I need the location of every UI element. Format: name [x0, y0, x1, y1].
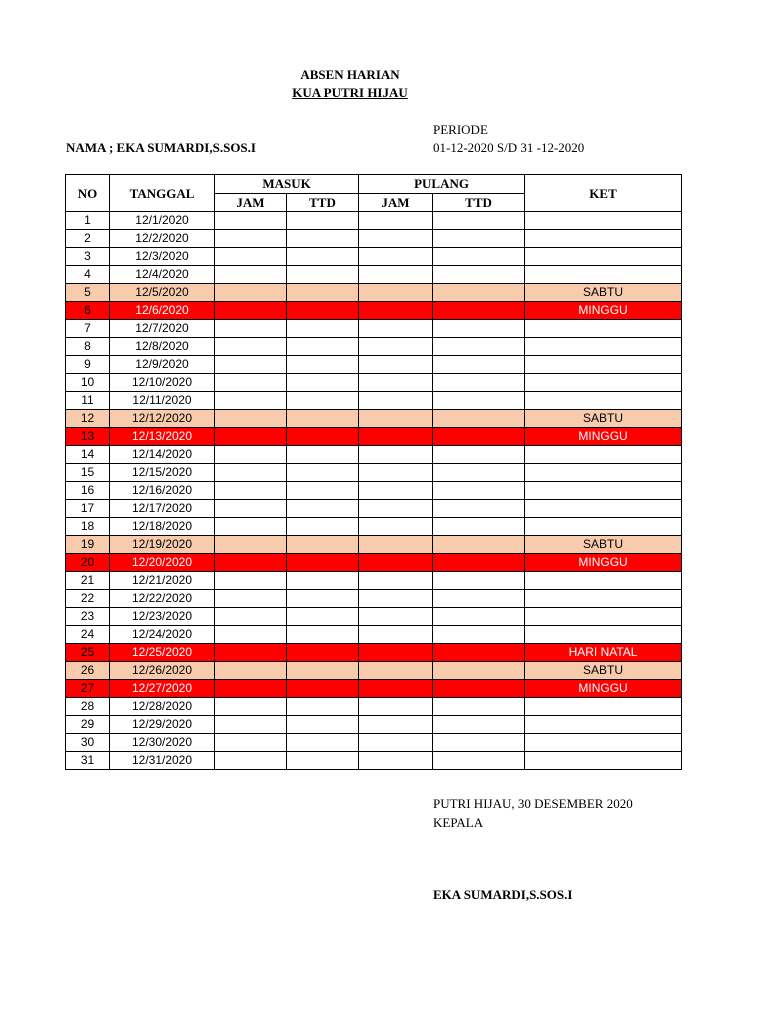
row-tanggal: 12/3/2020	[110, 248, 215, 266]
row-no: 17	[66, 500, 110, 518]
pulang-ttd-cell	[433, 518, 525, 536]
row-no: 6	[66, 302, 110, 320]
table-row	[66, 230, 682, 248]
masuk-jam-cell	[215, 338, 287, 356]
row-tanggal: 12/18/2020	[110, 518, 215, 536]
masuk-ttd-cell	[287, 230, 359, 248]
pulang-jam-cell	[359, 410, 433, 428]
pulang-ttd-cell	[433, 716, 525, 734]
masuk-jam-cell	[215, 410, 287, 428]
masuk-ttd-cell	[287, 212, 359, 230]
row-no: 25	[66, 644, 110, 662]
masuk-jam-cell	[215, 464, 287, 482]
pulang-jam-cell	[359, 608, 433, 626]
row-no: 9	[66, 356, 110, 374]
row-no: 29	[66, 716, 110, 734]
table-row	[66, 374, 682, 392]
masuk-ttd-cell	[287, 644, 359, 662]
row-ket	[525, 266, 682, 284]
pulang-ttd-cell	[433, 536, 525, 554]
masuk-ttd-cell	[287, 392, 359, 410]
masuk-ttd-cell	[287, 464, 359, 482]
masuk-jam-cell	[215, 284, 287, 302]
table-row	[66, 572, 682, 590]
pulang-ttd-cell	[433, 482, 525, 500]
row-no: 28	[66, 698, 110, 716]
masuk-ttd-cell	[287, 572, 359, 590]
table-row	[66, 590, 682, 608]
masuk-ttd-cell	[287, 734, 359, 752]
table-row	[66, 644, 682, 662]
masuk-jam-cell	[215, 482, 287, 500]
row-ket	[525, 608, 682, 626]
row-no: 30	[66, 734, 110, 752]
masuk-ttd-cell	[287, 752, 359, 770]
row-no: 14	[66, 446, 110, 464]
pulang-jam-cell	[359, 212, 433, 230]
row-ket: MINGGU	[525, 302, 682, 320]
table-row	[66, 536, 682, 554]
attendance-table	[65, 174, 682, 770]
masuk-jam-cell	[215, 734, 287, 752]
masuk-jam-cell	[215, 644, 287, 662]
masuk-ttd-cell	[287, 266, 359, 284]
pulang-jam-cell	[359, 266, 433, 284]
masuk-ttd-cell	[287, 302, 359, 320]
row-tanggal: 12/6/2020	[110, 302, 215, 320]
row-ket	[525, 446, 682, 464]
masuk-ttd-cell	[287, 680, 359, 698]
masuk-ttd-cell	[287, 356, 359, 374]
signatory-name: EKA SUMARDI,S.SOS.I	[433, 887, 573, 902]
masuk-ttd-cell	[287, 248, 359, 266]
row-tanggal: 12/5/2020	[110, 284, 215, 302]
row-no: 11	[66, 392, 110, 410]
pulang-ttd-cell	[433, 680, 525, 698]
pulang-jam-cell	[359, 374, 433, 392]
row-ket	[525, 230, 682, 248]
pulang-jam-cell	[359, 500, 433, 518]
pulang-ttd-cell	[433, 428, 525, 446]
row-tanggal: 12/21/2020	[110, 572, 215, 590]
masuk-jam-cell	[215, 716, 287, 734]
table-row	[66, 356, 682, 374]
place-date: PUTRI HIJAU, 30 DESEMBER 2020	[433, 796, 633, 811]
row-no: 27	[66, 680, 110, 698]
pulang-jam-cell	[359, 662, 433, 680]
row-tanggal: 12/30/2020	[110, 734, 215, 752]
masuk-ttd-cell	[287, 410, 359, 428]
pulang-ttd-cell	[433, 608, 525, 626]
row-no: 7	[66, 320, 110, 338]
row-ket	[525, 626, 682, 644]
masuk-jam-cell	[215, 698, 287, 716]
masuk-jam-cell	[215, 302, 287, 320]
masuk-jam-cell	[215, 752, 287, 770]
header-pulang: PULANG	[359, 175, 525, 194]
table-row	[66, 500, 682, 518]
pulang-ttd-cell	[433, 446, 525, 464]
masuk-jam-cell	[215, 230, 287, 248]
pulang-jam-cell	[359, 554, 433, 572]
row-no: 16	[66, 482, 110, 500]
pulang-ttd-cell	[433, 302, 525, 320]
masuk-ttd-cell	[287, 590, 359, 608]
row-tanggal: 12/1/2020	[110, 212, 215, 230]
row-tanggal: 12/4/2020	[110, 266, 215, 284]
masuk-jam-cell	[215, 518, 287, 536]
header-no: NO	[66, 175, 110, 212]
table-row	[66, 482, 682, 500]
pulang-ttd-cell	[433, 392, 525, 410]
pulang-ttd-cell	[433, 230, 525, 248]
masuk-jam-cell	[215, 320, 287, 338]
row-tanggal: 12/12/2020	[110, 410, 215, 428]
row-no: 20	[66, 554, 110, 572]
pulang-ttd-cell	[433, 266, 525, 284]
masuk-jam-cell	[215, 554, 287, 572]
row-tanggal: 12/29/2020	[110, 716, 215, 734]
pulang-ttd-cell	[433, 248, 525, 266]
periode-value: 01-12-2020 S/D 31 -12-2020	[433, 140, 585, 155]
row-no: 22	[66, 590, 110, 608]
pulang-jam-cell	[359, 482, 433, 500]
header-masuk-jam: JAM	[215, 193, 287, 212]
document-title: ABSEN HARIAN	[300, 67, 400, 82]
pulang-jam-cell	[359, 590, 433, 608]
row-tanggal: 12/23/2020	[110, 608, 215, 626]
pulang-ttd-cell	[433, 410, 525, 428]
row-no: 2	[66, 230, 110, 248]
row-no: 21	[66, 572, 110, 590]
masuk-jam-cell	[215, 500, 287, 518]
row-no: 4	[66, 266, 110, 284]
table-row	[66, 518, 682, 536]
row-tanggal: 12/22/2020	[110, 590, 215, 608]
masuk-ttd-cell	[287, 500, 359, 518]
row-ket: MINGGU	[525, 554, 682, 572]
table-row	[66, 698, 682, 716]
pulang-jam-cell	[359, 698, 433, 716]
table-row	[66, 752, 682, 770]
masuk-ttd-cell	[287, 716, 359, 734]
row-ket	[525, 518, 682, 536]
masuk-jam-cell	[215, 392, 287, 410]
pulang-ttd-cell	[433, 500, 525, 518]
table-row	[66, 248, 682, 266]
office-name: KUA PUTRI HIJAU	[292, 85, 408, 100]
pulang-ttd-cell	[433, 356, 525, 374]
row-tanggal: 12/11/2020	[110, 392, 215, 410]
row-no: 13	[66, 428, 110, 446]
row-ket	[525, 734, 682, 752]
row-ket	[525, 572, 682, 590]
pulang-jam-cell	[359, 752, 433, 770]
pulang-jam-cell	[359, 248, 433, 266]
masuk-ttd-cell	[287, 482, 359, 500]
row-no: 24	[66, 626, 110, 644]
pulang-ttd-cell	[433, 554, 525, 572]
masuk-jam-cell	[215, 374, 287, 392]
row-tanggal: 12/27/2020	[110, 680, 215, 698]
row-no: 15	[66, 464, 110, 482]
masuk-ttd-cell	[287, 536, 359, 554]
pulang-jam-cell	[359, 428, 433, 446]
masuk-ttd-cell	[287, 518, 359, 536]
table-row	[66, 428, 682, 446]
row-tanggal: 12/17/2020	[110, 500, 215, 518]
masuk-ttd-cell	[287, 554, 359, 572]
masuk-ttd-cell	[287, 374, 359, 392]
table-row	[66, 554, 682, 572]
row-no: 12	[66, 410, 110, 428]
masuk-jam-cell	[215, 680, 287, 698]
pulang-ttd-cell	[433, 644, 525, 662]
row-tanggal: 12/7/2020	[110, 320, 215, 338]
row-tanggal: 12/10/2020	[110, 374, 215, 392]
masuk-ttd-cell	[287, 338, 359, 356]
row-no: 8	[66, 338, 110, 356]
table-row	[66, 680, 682, 698]
row-tanggal: 12/2/2020	[110, 230, 215, 248]
masuk-jam-cell	[215, 590, 287, 608]
pulang-ttd-cell	[433, 662, 525, 680]
pulang-jam-cell	[359, 392, 433, 410]
table-row	[66, 662, 682, 680]
row-no: 5	[66, 284, 110, 302]
pulang-ttd-cell	[433, 752, 525, 770]
row-ket	[525, 482, 682, 500]
row-ket	[525, 590, 682, 608]
masuk-jam-cell	[215, 266, 287, 284]
row-ket	[525, 248, 682, 266]
pulang-jam-cell	[359, 338, 433, 356]
row-no: 10	[66, 374, 110, 392]
row-ket	[525, 698, 682, 716]
row-ket: SABTU	[525, 536, 682, 554]
masuk-ttd-cell	[287, 698, 359, 716]
row-tanggal: 12/16/2020	[110, 482, 215, 500]
pulang-ttd-cell	[433, 212, 525, 230]
masuk-ttd-cell	[287, 608, 359, 626]
masuk-jam-cell	[215, 608, 287, 626]
table-row	[66, 608, 682, 626]
pulang-jam-cell	[359, 626, 433, 644]
row-ket: SABTU	[525, 662, 682, 680]
pulang-jam-cell	[359, 464, 433, 482]
masuk-jam-cell	[215, 572, 287, 590]
row-tanggal: 12/9/2020	[110, 356, 215, 374]
pulang-ttd-cell	[433, 698, 525, 716]
row-no: 23	[66, 608, 110, 626]
table-row	[66, 464, 682, 482]
pulang-jam-cell	[359, 302, 433, 320]
pulang-jam-cell	[359, 680, 433, 698]
masuk-ttd-cell	[287, 428, 359, 446]
row-tanggal: 12/15/2020	[110, 464, 215, 482]
pulang-ttd-cell	[433, 626, 525, 644]
masuk-ttd-cell	[287, 284, 359, 302]
pulang-ttd-cell	[433, 284, 525, 302]
row-tanggal: 12/28/2020	[110, 698, 215, 716]
periode-label: PERIODE	[433, 122, 488, 137]
row-ket	[525, 500, 682, 518]
masuk-jam-cell	[215, 428, 287, 446]
table-row	[66, 284, 682, 302]
table-row	[66, 302, 682, 320]
masuk-ttd-cell	[287, 626, 359, 644]
pulang-ttd-cell	[433, 464, 525, 482]
employee-name: NAMA ; EKA SUMARDI,S.SOS.I	[66, 140, 256, 155]
row-tanggal: 12/31/2020	[110, 752, 215, 770]
pulang-jam-cell	[359, 716, 433, 734]
header-pulang-jam: JAM	[359, 193, 433, 212]
pulang-ttd-cell	[433, 734, 525, 752]
row-no: 31	[66, 752, 110, 770]
row-tanggal: 12/8/2020	[110, 338, 215, 356]
row-tanggal: 12/14/2020	[110, 446, 215, 464]
row-ket	[525, 356, 682, 374]
row-ket	[525, 464, 682, 482]
row-ket: MINGGU	[525, 428, 682, 446]
signatory-position: KEPALA	[433, 815, 484, 830]
pulang-ttd-cell	[433, 572, 525, 590]
pulang-jam-cell	[359, 572, 433, 590]
pulang-ttd-cell	[433, 320, 525, 338]
table-row	[66, 338, 682, 356]
row-tanggal: 12/24/2020	[110, 626, 215, 644]
pulang-ttd-cell	[433, 338, 525, 356]
masuk-jam-cell	[215, 626, 287, 644]
pulang-jam-cell	[359, 284, 433, 302]
table-row	[66, 716, 682, 734]
row-ket: MINGGU	[525, 680, 682, 698]
row-no: 26	[66, 662, 110, 680]
pulang-jam-cell	[359, 644, 433, 662]
table-row	[66, 392, 682, 410]
table-row	[66, 446, 682, 464]
masuk-jam-cell	[215, 248, 287, 266]
masuk-ttd-cell	[287, 446, 359, 464]
row-no: 1	[66, 212, 110, 230]
table-row	[66, 626, 682, 644]
table-row	[66, 266, 682, 284]
row-ket	[525, 392, 682, 410]
row-ket	[525, 752, 682, 770]
pulang-jam-cell	[359, 734, 433, 752]
row-ket: SABTU	[525, 284, 682, 302]
pulang-ttd-cell	[433, 374, 525, 392]
masuk-ttd-cell	[287, 320, 359, 338]
masuk-jam-cell	[215, 356, 287, 374]
pulang-jam-cell	[359, 518, 433, 536]
table-row	[66, 320, 682, 338]
header-masuk: MASUK	[215, 175, 359, 194]
row-ket: SABTU	[525, 410, 682, 428]
pulang-jam-cell	[359, 230, 433, 248]
attendance-rows	[66, 212, 682, 770]
row-no: 3	[66, 248, 110, 266]
row-no: 18	[66, 518, 110, 536]
pulang-ttd-cell	[433, 590, 525, 608]
pulang-jam-cell	[359, 446, 433, 464]
row-tanggal: 12/13/2020	[110, 428, 215, 446]
row-ket	[525, 338, 682, 356]
row-tanggal: 12/20/2020	[110, 554, 215, 572]
header-tanggal: TANGGAL	[110, 175, 215, 212]
row-ket	[525, 716, 682, 734]
masuk-jam-cell	[215, 212, 287, 230]
masuk-jam-cell	[215, 662, 287, 680]
header-ket: KET	[525, 175, 682, 212]
masuk-ttd-cell	[287, 662, 359, 680]
row-tanggal: 12/26/2020	[110, 662, 215, 680]
row-tanggal: 12/25/2020	[110, 644, 215, 662]
pulang-jam-cell	[359, 320, 433, 338]
row-ket	[525, 212, 682, 230]
row-tanggal: 12/19/2020	[110, 536, 215, 554]
row-ket	[525, 320, 682, 338]
row-no: 19	[66, 536, 110, 554]
masuk-jam-cell	[215, 536, 287, 554]
pulang-jam-cell	[359, 356, 433, 374]
row-ket: HARI NATAL	[525, 644, 682, 662]
masuk-jam-cell	[215, 446, 287, 464]
table-row	[66, 212, 682, 230]
table-row	[66, 410, 682, 428]
table-row	[66, 734, 682, 752]
row-ket	[525, 374, 682, 392]
header-masuk-ttd: TTD	[287, 193, 359, 212]
pulang-jam-cell	[359, 536, 433, 554]
header-pulang-ttd: TTD	[433, 193, 525, 212]
